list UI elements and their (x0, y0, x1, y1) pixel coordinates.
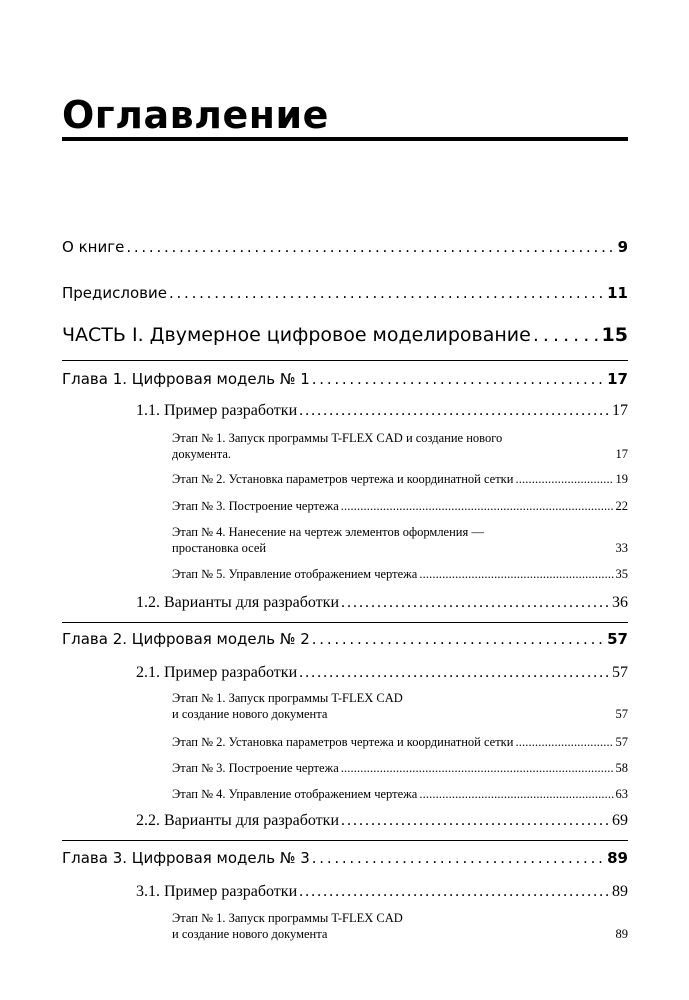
toc-entry-chapter-2[interactable] (62, 630, 628, 648)
toc-page-number: 17 (615, 447, 628, 461)
toc-entry-label: 1.1. Пример разработки (136, 402, 298, 419)
toc-entry-preface[interactable] (62, 284, 628, 302)
toc-entry-stage-2-4[interactable] (172, 787, 628, 802)
leader-dots (341, 761, 614, 776)
leader-dots (312, 630, 605, 648)
toc-page-number: 33 (615, 541, 628, 555)
toc-entry-part-1[interactable] (62, 324, 628, 346)
toc-page-number: 63 (615, 787, 628, 801)
toc-entry-label: Этап № 1. Запуск программы T-FLEX CAD (172, 691, 403, 705)
toc-page-number: 57 (615, 707, 628, 721)
title-rule (62, 137, 628, 141)
leader-dots (515, 472, 613, 487)
leader-dots (169, 284, 605, 302)
toc-entry-stage-2-1[interactable] (172, 690, 628, 722)
leader-dots (299, 883, 610, 901)
toc-entry-stage-1-1[interactable] (172, 430, 628, 462)
toc-entry-label: Этап № 2. Установка параметров чертежа и координатной сетки (172, 735, 514, 749)
leader-dots (533, 324, 600, 346)
toc-entry-label: Этап № 4. Управление отображением чертежа (172, 787, 418, 801)
toc-entry-about[interactable] (62, 238, 628, 256)
toc-page-number: 89 (607, 849, 628, 867)
toc-entry-label: Этап № 4. Нанесение на чертеж элементов оформления — (172, 525, 484, 539)
toc-entry-label: 1.2. Варианты для разработки (136, 594, 340, 611)
leader-dots (515, 735, 613, 750)
toc-entry-label: Этап № 3. Построение чертежа (172, 499, 339, 513)
toc-entry-label: 2.1. Пример разработки (136, 664, 298, 681)
toc-page-number: 89 (612, 883, 628, 900)
toc-page-number: 69 (612, 812, 628, 829)
leader-dots (341, 499, 614, 514)
toc-entry-label: Этап № 3. Построение чертежа (172, 761, 339, 775)
leader-dots (299, 402, 610, 420)
divider (62, 840, 628, 841)
toc-entry-label: Глава 3. Цифровая модель № 3 (62, 849, 310, 867)
toc-entry-label: Этап № 5. Управление отображением чертежа (172, 567, 418, 581)
toc-page-number: 57 (607, 630, 628, 648)
toc-page-number: 58 (615, 761, 628, 775)
toc-page-number: 22 (615, 499, 628, 513)
toc-entry-label: ЧАСТЬ I. Двумерное цифровое моделирование (62, 324, 531, 346)
toc-entry-label-continued: и создание нового документа (172, 927, 328, 941)
divider (62, 622, 628, 623)
toc-page-number: 19 (615, 472, 628, 486)
toc-entry-label: Этап № 1. Запуск программы T-FLEX CAD (172, 911, 403, 925)
toc-entry-label: Предисловие (62, 284, 167, 302)
toc-page-number: 36 (612, 594, 628, 611)
toc-entry-stage-3-1[interactable] (172, 910, 628, 942)
toc-entry-label: Этап № 2. Установка параметров чертежа и координатной сетки (172, 472, 514, 486)
toc-entry-section-2-1[interactable] (136, 664, 628, 682)
toc-entry-label-continued: документа. (172, 447, 232, 461)
toc-entry-section-3-1[interactable] (136, 883, 628, 901)
toc-entry-section-1-2[interactable] (136, 594, 628, 612)
toc-entry-stage-1-5[interactable] (172, 567, 628, 582)
toc-page-number: 57 (615, 735, 628, 749)
leader-dots (126, 238, 615, 256)
toc-page-number: 9 (617, 238, 628, 256)
leader-dots (341, 594, 610, 612)
toc-page-number: 17 (607, 370, 628, 388)
divider (62, 360, 628, 361)
toc-page-number: 89 (615, 927, 628, 941)
leader-dots (419, 567, 613, 582)
toc-page-number: 17 (612, 402, 628, 419)
toc-page-number: 11 (607, 284, 628, 302)
leader-dots (312, 370, 605, 388)
toc-entry-stage-1-3[interactable] (172, 499, 628, 514)
toc-entry-section-1-1[interactable] (136, 402, 628, 420)
toc-entry-label: Глава 1. Цифровая модель № 1 (62, 370, 310, 388)
toc-entry-chapter-3[interactable] (62, 849, 628, 867)
toc-entry-label-continued: простановка осей (172, 541, 267, 555)
toc-entry-stage-2-3[interactable] (172, 761, 628, 776)
toc-entry-stage-2-2[interactable] (172, 735, 628, 750)
toc-entry-stage-1-4[interactable] (172, 524, 628, 556)
toc-entry-stage-1-2[interactable] (172, 472, 628, 487)
leader-dots (299, 664, 610, 682)
toc-entry-section-2-2[interactable] (136, 812, 628, 830)
toc-entry-chapter-1[interactable] (62, 370, 628, 388)
toc-entry-label: 2.2. Варианты для разработки (136, 812, 340, 829)
leader-dots (312, 849, 605, 867)
toc-page-number: 15 (601, 324, 628, 346)
page-title: Оглавление (62, 93, 329, 137)
toc-page-number: 35 (615, 567, 628, 581)
toc-entry-label: Этап № 1. Запуск программы T-FLEX CAD и создание нового (172, 431, 503, 445)
leader-dots (419, 787, 613, 802)
toc-entry-label: Глава 2. Цифровая модель № 2 (62, 630, 310, 648)
toc-page-number: 57 (612, 664, 628, 681)
toc-entry-label: О книге (62, 238, 125, 256)
leader-dots (341, 812, 610, 830)
toc-entry-label: 3.1. Пример разработки (136, 883, 298, 900)
toc-entry-label-continued: и создание нового документа (172, 707, 328, 721)
